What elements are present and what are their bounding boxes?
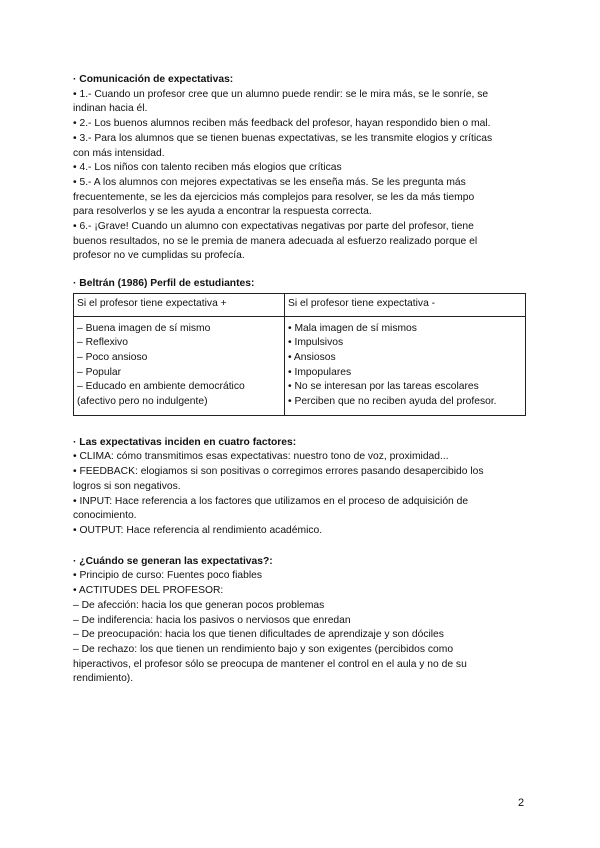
section-body	[73, 450, 531, 538]
section-body	[73, 569, 531, 687]
text-line: profesor no ve cumplidas su profecía.	[73, 250, 245, 262]
text-line: • 1.- Cuando un profesor cree que un alumno puede rendir: se le mira más, se le sonríe, se	[73, 88, 489, 100]
section-perfil-estudiantes	[73, 277, 531, 416]
table-header-row	[74, 293, 526, 316]
list-item: • Impopulares	[288, 366, 352, 378]
text-line: • 6.- ¡Grave! Cuando un alumno con expectativas negativas por parte del profesor, tiene	[73, 221, 474, 233]
text-line: hiperactivos, el profesor sólo se preocupa de mantener el control en el aula y no de su	[73, 658, 467, 670]
text-line: • 5.- A los alumnos con mejores expectativas se les enseña más. Se les pregunta más	[73, 176, 466, 188]
section-heading: · Beltrán (1986) Perfil de estudiantes:	[73, 278, 255, 290]
list-item: (afectivo pero no indulgente)	[77, 396, 208, 408]
list-item: – Reflexivo	[77, 337, 128, 349]
text-line: • 2.- Los buenos alumnos reciben más feedback del profesor, hayan respondido bien o mal.	[73, 118, 491, 130]
list-item: • No se interesan por las tareas escolares	[288, 381, 479, 393]
section-cuando	[73, 555, 531, 687]
text-line: • 3.- Para los alumnos que se tienen buenas expectativas, se les transmite elogios y críticas	[73, 132, 493, 144]
table-header-cell: Si el profesor tiene expectativa -	[285, 293, 526, 316]
text-line: – De preocupación: hacia los que tienen dificultades de aprendizaje y son dóciles	[73, 629, 444, 641]
section-comunicacion	[73, 73, 531, 264]
text-line: • OUTPUT: Hace referencia al rendimiento académico.	[73, 524, 323, 536]
list-item: • Perciben que no reciben ayuda del profesor.	[288, 396, 497, 408]
text-line: – De afección: hacia los que generan pocos problemas	[73, 599, 325, 611]
text-line: para resolverlos y se les ayuda a encontrar la respuesta correcta.	[73, 206, 372, 218]
text-line: rendimiento).	[73, 673, 134, 685]
text-line: • CLIMA: cómo transmitimos esas expectativas: nuestro tono de voz, proximidad...	[73, 451, 449, 463]
text-line: conocimiento.	[73, 510, 137, 522]
list-item: – Buena imagen de sí mismo	[77, 322, 211, 334]
document-page	[73, 73, 531, 700]
text-line: • FEEDBACK: elogiamos si son positivas o corregimos errores pasando desapercibido los	[73, 466, 484, 478]
text-line: • Principio de curso: Fuentes poco fiables	[73, 570, 263, 582]
list-item: – Poco ansioso	[77, 351, 148, 363]
table-cell-positive	[74, 316, 285, 415]
section-heading: · Las expectativas inciden en cuatro factores:	[73, 436, 297, 448]
text-line: buenos resultados, no se le premia de manera adecuada al esfuerzo realizado porque el	[73, 235, 478, 247]
section-heading: · Comunicación de expectativas:	[73, 74, 234, 85]
text-line: • INPUT: Hace referencia a los factores que utilizamos en el proceso de adquisición de	[73, 495, 469, 507]
list-item: • Ansiosos	[288, 351, 336, 363]
list-item: • Impulsivos	[288, 337, 344, 349]
section-body	[73, 88, 531, 264]
section-heading: · ¿Cuándo se generan las expectativas?:	[73, 555, 273, 567]
page-number: 2	[518, 797, 525, 809]
text-line: • 4.- Los niños con talento reciben más elogios que críticas	[73, 162, 342, 174]
profile-table	[73, 293, 526, 416]
list-item: • Mala imagen de sí mismos	[288, 322, 417, 334]
text-line: – De rechazo: los que tienen un rendimiento bajo y son exigentes (percibidos como	[73, 643, 454, 655]
text-line: – De indiferencia: hacia los pasivos o nerviosos que enredan	[73, 614, 351, 626]
text-line: logros si son negativos.	[73, 480, 181, 492]
text-line: frecuentemente, se les da ejercicios más complejos para resolver, se les da más tiempo	[73, 191, 475, 203]
section-factores	[73, 436, 531, 539]
table-cell-negative	[285, 316, 526, 415]
table-header-cell: Si el profesor tiene expectativa +	[74, 293, 285, 316]
table-row	[74, 316, 526, 415]
list-item: – Popular	[77, 366, 122, 378]
text-line: indinan hacia él.	[73, 103, 148, 115]
list-item: – Educado en ambiente democrático	[77, 381, 245, 393]
text-line: • ACTITUDES DEL PROFESOR:	[73, 585, 224, 597]
text-line: con más intensidad.	[73, 147, 165, 159]
